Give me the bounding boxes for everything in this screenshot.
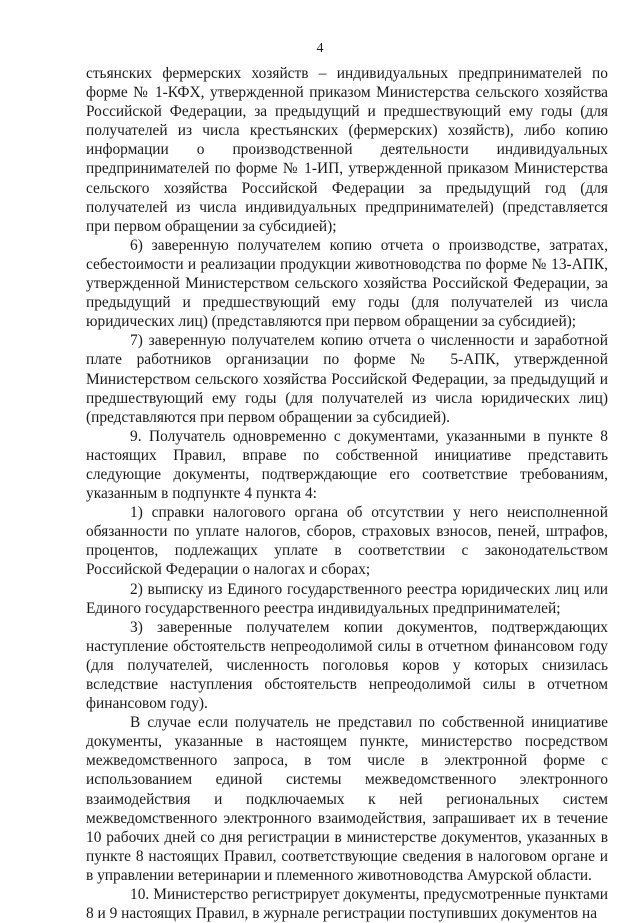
document-body [86, 64, 608, 923]
paragraph-item-7: 7) заверенную получателем копию отчета о численности и заработной плате работников организации по форме № 5-АПК, утвержденной Министерством сельского хозяйства Российской Федерации, за предыдущий и предшествующий ему годы (для получателей из числа юридических лиц) (представляются при первом обращении за субсидией). [86, 332, 608, 426]
page-number: 4 [316, 41, 324, 56]
paragraph-clause-9-item-2: 2) выписку из Единого государственного реестра юридических лиц или Единого государственного реестра индивидуальных предпринимателей; [86, 580, 608, 617]
paragraph-clause-10: 10. Министерство регистрирует документы, предусмотренные пунктами 8 и 9 настоящих Правил, в журнале регистрации поступивших документов на [86, 886, 608, 923]
paragraph-item-6: 6) заверенную получателем копию отчета о производстве, затратах, себестоимости и реализации продукции животноводства по форме № 13-АПК, утвержденной Министерством сельского хозяйства Российской Федерации, за предыдущий и предшествующий ему годы (для получателей из числа юридических лиц) (представляются при первом обращении за субсидией); [86, 236, 608, 331]
paragraph-clause-9-item-3: 3) заверенные получателем копии документов, подтверждающих наступление обстоятельств непреодолимой силы в отчетном финансовом году (для получателей, численность поголовья коров у которых снизилась вследствие наступления обстоятельств непреодолимой силы в отчетном финансовом году). [86, 618, 608, 713]
paragraph-clause-9-item-1: 1) справки налогового органа об отсутствии у него неисполненной обязанности по уплате налогов, сборов, страховых взносов, пеней, штрафов, процентов, подлежащих уплате в соответствии с законодательством Российской Федерации о налогах и сборах; [86, 504, 608, 579]
paragraph-clause-9-request: В случае если получатель не представил по собственной инициативе документы, указанные в настоящем пункте, министерство посредством межведомственного запроса, в том числе в электронной форме с использованием единой системы межведомственного электронного взаимодействия и подключаемых к ней региональных систем межведомственного электронного взаимодействия, запрашивает их в течение 10 рабочих дней со дня регистрации в министерстве документов, указанных в пункте 8 настоящих Правил, соответствующие сведения в налоговом органе и в управлении ветеринарии и племенного животноводства Амурской области. [86, 714, 608, 884]
paragraph-clause-9: 9. Получатель одновременно с документами, указанными в пункте 8 настоящих Правил, вправе по собственной инициативе представить следующие документы, подтверждающие его соответствие требованиям, указанным в подпункте 4 пункта 4: [86, 427, 608, 503]
paragraph-continuation: стьянских фермерских хозяйств – индивидуальных предпринимателей по форме № 1-КФХ, утвержденной приказом Министерства сельского хозяйства Российской Федерации, за предыдущий и предшествующий ему годы (для получателей из числа крестьянских (фермерских) хозяйств), либо копию информации о производственной деятельности индивидуальных предпринимателей по форме № 1-ИП, утвержденной приказом Министерства сельского хозяйства Российской Федерации за предыдущий год (для получателей из числа индивидуальных предпринимателей) (представляется при первом обращении за субсидией); [86, 65, 608, 235]
